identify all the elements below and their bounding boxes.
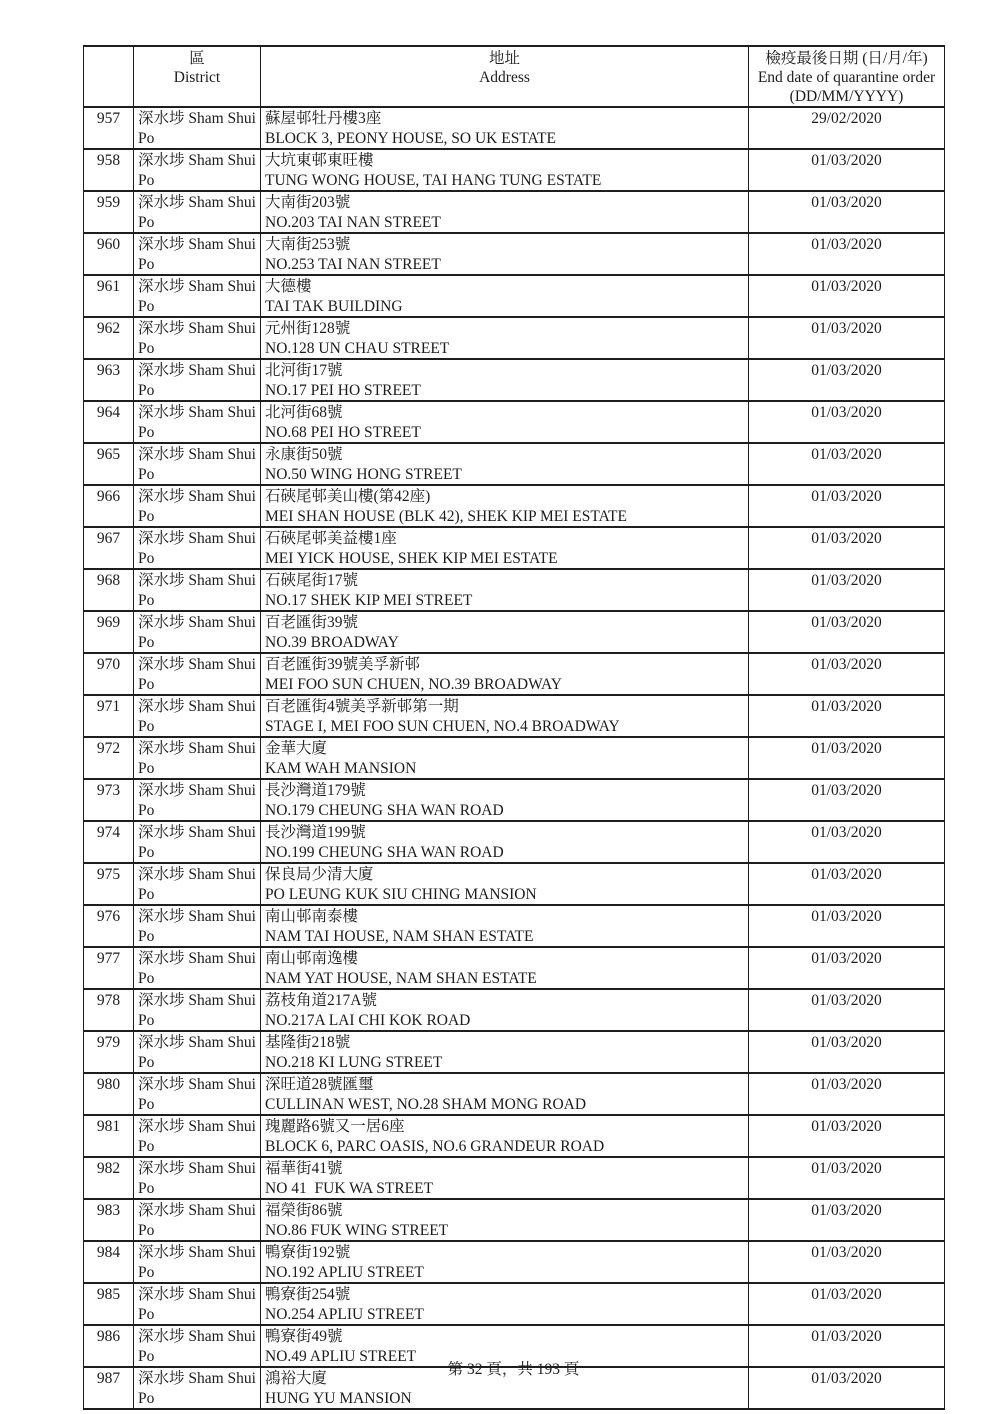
- row-date: 01/03/2020: [749, 863, 945, 905]
- table-row: [84, 611, 945, 653]
- row-address: [261, 275, 749, 317]
- table-row: [84, 947, 945, 989]
- row-address-zh: 保良局少清大廈: [265, 866, 374, 883]
- row-address-zh: 大南街253號: [265, 236, 351, 253]
- row-address-zh: 北河街17號: [265, 362, 343, 379]
- row-address-en: BLOCK 6, PARC OASIS, NO.6 GRANDEUR ROAD: [265, 1137, 605, 1155]
- row-address-zh: 百老匯街4號美孚新邨第一期: [265, 698, 459, 715]
- row-address: [261, 989, 749, 1031]
- row-address-zh: 福華街41號: [265, 1160, 343, 1177]
- row-address: [261, 947, 749, 989]
- row-number: 979: [84, 1031, 134, 1073]
- row-address: [261, 317, 749, 359]
- row-date: 01/03/2020: [749, 1241, 945, 1283]
- row-number: 981: [84, 1115, 134, 1157]
- row-date: 01/03/2020: [749, 1115, 945, 1157]
- row-number: 987: [84, 1367, 134, 1409]
- row-address-en: NO.179 CHEUNG SHA WAN ROAD: [265, 801, 504, 819]
- header-number-blank: [84, 46, 134, 107]
- row-address-zh: 深旺道28號匯璽: [265, 1076, 374, 1093]
- row-district: 深水埗 Sham Shui Po: [134, 905, 261, 947]
- row-date: 01/03/2020: [749, 359, 945, 401]
- header-address: [261, 46, 749, 107]
- row-address-zh: 荔枝角道217A號: [265, 992, 377, 1009]
- header-row: [84, 46, 945, 107]
- row-district: 深水埗 Sham Shui Po: [134, 1283, 261, 1325]
- row-district: 深水埗 Sham Shui Po: [134, 569, 261, 611]
- row-district: 深水埗 Sham Shui Po: [134, 1199, 261, 1241]
- row-address-en: NO.128 UN CHAU STREET: [265, 339, 450, 357]
- row-date: 01/03/2020: [749, 737, 945, 779]
- table-row: [84, 317, 945, 359]
- row-address: [261, 233, 749, 275]
- row-address-en: PO LEUNG KUK SIU CHING MANSION: [265, 885, 537, 903]
- row-address: [261, 695, 749, 737]
- row-address-zh: 金華大廈: [265, 740, 328, 757]
- table-row: [84, 107, 945, 149]
- row-number: 985: [84, 1283, 134, 1325]
- table-row: [84, 275, 945, 317]
- row-district: 深水埗 Sham Shui Po: [134, 1241, 261, 1283]
- table-row: [84, 1157, 945, 1199]
- row-address: [261, 1199, 749, 1241]
- row-address: [261, 1031, 749, 1073]
- row-date: 01/03/2020: [749, 233, 945, 275]
- table-row: [84, 191, 945, 233]
- row-address: [261, 359, 749, 401]
- row-date: 01/03/2020: [749, 905, 945, 947]
- table-row: [84, 1241, 945, 1283]
- row-address: [261, 653, 749, 695]
- row-date: 01/03/2020: [749, 821, 945, 863]
- row-address-zh: 北河街68號: [265, 404, 343, 421]
- row-district: 深水埗 Sham Shui Po: [134, 443, 261, 485]
- header-district-en: District: [173, 69, 221, 86]
- row-date: 01/03/2020: [749, 1157, 945, 1199]
- row-date: 01/03/2020: [749, 1283, 945, 1325]
- row-number: 959: [84, 191, 134, 233]
- row-district: 深水埗 Sham Shui Po: [134, 149, 261, 191]
- row-date: 01/03/2020: [749, 149, 945, 191]
- row-address: [261, 1115, 749, 1157]
- row-district: 深水埗 Sham Shui Po: [134, 947, 261, 989]
- row-district: 深水埗 Sham Shui Po: [134, 485, 261, 527]
- row-number: 977: [84, 947, 134, 989]
- row-address: [261, 401, 749, 443]
- row-address: [261, 779, 749, 821]
- row-number: 971: [84, 695, 134, 737]
- row-date: 01/03/2020: [749, 1325, 945, 1367]
- row-address: [261, 149, 749, 191]
- row-number: 980: [84, 1073, 134, 1115]
- row-address-en: NO.39 BROADWAY: [265, 633, 399, 651]
- row-date: 01/03/2020: [749, 1199, 945, 1241]
- row-address-en: NO.68 PEI HO STREET: [265, 423, 421, 441]
- row-address-en: NO.49 APLIU STREET: [265, 1347, 417, 1365]
- row-district: 深水埗 Sham Shui Po: [134, 1073, 261, 1115]
- row-date: 01/03/2020: [749, 569, 945, 611]
- row-address-zh: 長沙灣道179號: [265, 782, 366, 799]
- row-number: 967: [84, 527, 134, 569]
- row-date: 01/03/2020: [749, 1073, 945, 1115]
- row-address: [261, 191, 749, 233]
- row-address-zh: 大坑東邨東旺樓: [265, 152, 374, 169]
- row-address-zh: 南山邨南泰樓: [265, 908, 359, 925]
- table-row: [84, 359, 945, 401]
- row-date: 01/03/2020: [749, 947, 945, 989]
- header-address-zh: 地址: [488, 50, 520, 67]
- row-date: 01/03/2020: [749, 527, 945, 569]
- row-address-zh: 百老匯街39號美孚新邨: [265, 656, 421, 673]
- table-row: [84, 443, 945, 485]
- row-date: 01/03/2020: [749, 1031, 945, 1073]
- row-address-zh: 鴨寮街254號: [265, 1286, 351, 1303]
- row-address-en: NO.86 FUK WING STREET: [265, 1221, 449, 1239]
- row-district: 深水埗 Sham Shui Po: [134, 653, 261, 695]
- row-address-en: CULLINAN WEST, NO.28 SHAM MONG ROAD: [265, 1095, 587, 1113]
- table-row: [84, 1199, 945, 1241]
- row-number: 984: [84, 1241, 134, 1283]
- row-address-en: NO.17 SHEK KIP MEI STREET: [265, 591, 473, 609]
- header-date: [749, 46, 945, 107]
- row-address-en: NO.218 KI LUNG STREET: [265, 1053, 443, 1071]
- row-date: 01/03/2020: [749, 401, 945, 443]
- table-row: [84, 737, 945, 779]
- row-number: 969: [84, 611, 134, 653]
- row-address: [261, 1283, 749, 1325]
- row-address-en: NAM TAI HOUSE, NAM SHAN ESTATE: [265, 927, 534, 945]
- row-district: 深水埗 Sham Shui Po: [134, 695, 261, 737]
- row-address-zh: 大德樓: [265, 278, 312, 295]
- row-district: 深水埗 Sham Shui Po: [134, 863, 261, 905]
- row-district: 深水埗 Sham Shui Po: [134, 737, 261, 779]
- row-number: 972: [84, 737, 134, 779]
- row-address: [261, 107, 749, 149]
- row-address-en: MEI FOO SUN CHUEN, NO.39 BROADWAY: [265, 675, 562, 693]
- row-district: 深水埗 Sham Shui Po: [134, 1325, 261, 1367]
- table-row: [84, 863, 945, 905]
- row-date: 01/03/2020: [749, 485, 945, 527]
- table-header: [84, 46, 945, 107]
- row-district: 深水埗 Sham Shui Po: [134, 1367, 261, 1409]
- row-address-en: NO.253 TAI NAN STREET: [265, 255, 441, 273]
- row-address-en: NO.199 CHEUNG SHA WAN ROAD: [265, 843, 504, 861]
- row-address: [261, 905, 749, 947]
- table-row: [84, 1115, 945, 1157]
- row-number: 960: [84, 233, 134, 275]
- row-address-zh: 鴻裕大廈: [265, 1370, 328, 1387]
- table-row: [84, 569, 945, 611]
- row-district: 深水埗 Sham Shui Po: [134, 107, 261, 149]
- row-address: [261, 569, 749, 611]
- row-address-zh: 鴨寮街49號: [265, 1328, 343, 1345]
- row-number: 965: [84, 443, 134, 485]
- header-date-format: (DD/MM/YYYY): [789, 88, 904, 105]
- row-date: 29/02/2020: [749, 107, 945, 149]
- table-row: [84, 401, 945, 443]
- row-address-zh: 石硤尾邨美山樓(第42座): [265, 488, 431, 505]
- row-address-en: NO.254 APLIU STREET: [265, 1305, 424, 1323]
- row-date: 01/03/2020: [749, 191, 945, 233]
- row-address-en: NO.203 TAI NAN STREET: [265, 213, 441, 231]
- table-row: [84, 653, 945, 695]
- row-address: [261, 863, 749, 905]
- row-address: [261, 1241, 749, 1283]
- row-number: 961: [84, 275, 134, 317]
- row-address-zh: 元州街128號: [265, 320, 351, 337]
- row-address-en: NO.50 WING HONG STREET: [265, 465, 462, 483]
- header-district: [134, 46, 261, 107]
- row-address-zh: 石硤尾街17號: [265, 572, 359, 589]
- row-date: 01/03/2020: [749, 317, 945, 359]
- row-address-zh: 大南街203號: [265, 194, 351, 211]
- row-address-en: NO.192 APLIU STREET: [265, 1263, 424, 1281]
- table-row: [84, 485, 945, 527]
- row-address-en: MEI SHAN HOUSE (BLK 42), SHEK KIP MEI ESTATE: [265, 507, 627, 525]
- row-address-en: NO.217A LAI CHI KOK ROAD: [265, 1011, 471, 1029]
- row-date: 01/03/2020: [749, 653, 945, 695]
- row-address-zh: 石硤尾邨美益樓1座: [265, 530, 397, 547]
- row-district: 深水埗 Sham Shui Po: [134, 821, 261, 863]
- row-address-zh: 基隆街218號: [265, 1034, 351, 1051]
- row-number: 966: [84, 485, 134, 527]
- table-body: [84, 107, 945, 1409]
- header-date-zh: 檢疫最後日期 (日/月/年): [765, 50, 928, 67]
- table-row: [84, 527, 945, 569]
- row-number: 978: [84, 989, 134, 1031]
- row-district: 深水埗 Sham Shui Po: [134, 1115, 261, 1157]
- row-district: 深水埗 Sham Shui Po: [134, 233, 261, 275]
- table-row: [84, 1073, 945, 1115]
- row-district: 深水埗 Sham Shui Po: [134, 191, 261, 233]
- row-district: 深水埗 Sham Shui Po: [134, 401, 261, 443]
- row-number: 983: [84, 1199, 134, 1241]
- row-date: 01/03/2020: [749, 611, 945, 653]
- row-address-zh: 鴨寮街192號: [265, 1244, 351, 1261]
- row-address-zh: 瑰麗路6號又一居6座: [265, 1118, 405, 1135]
- row-district: 深水埗 Sham Shui Po: [134, 611, 261, 653]
- row-date: 01/03/2020: [749, 275, 945, 317]
- row-address: [261, 737, 749, 779]
- row-address-zh: 南山邨南逸樓: [265, 950, 359, 967]
- row-district: 深水埗 Sham Shui Po: [134, 317, 261, 359]
- table-row: [84, 905, 945, 947]
- row-date: 01/03/2020: [749, 1367, 945, 1409]
- row-number: 968: [84, 569, 134, 611]
- row-address: [261, 1157, 749, 1199]
- quarantine-table: [83, 45, 945, 1410]
- row-address-en: HUNG YU MANSION: [265, 1389, 412, 1407]
- row-address-zh: 長沙灣道199號: [265, 824, 366, 841]
- table-row: [84, 821, 945, 863]
- row-address: [261, 821, 749, 863]
- row-number: 962: [84, 317, 134, 359]
- row-address-en: TUNG WONG HOUSE, TAI HANG TUNG ESTATE: [265, 171, 602, 189]
- row-district: 深水埗 Sham Shui Po: [134, 1157, 261, 1199]
- row-number: 973: [84, 779, 134, 821]
- row-address-en: NO 41 FUK WA STREET: [265, 1179, 434, 1197]
- row-address: [261, 443, 749, 485]
- row-address: [261, 527, 749, 569]
- row-number: 970: [84, 653, 134, 695]
- row-address-zh: 百老匯街39號: [265, 614, 359, 631]
- row-address: [261, 485, 749, 527]
- header-date-en: End date of quarantine order: [757, 69, 936, 86]
- row-address-en: NO.17 PEI HO STREET: [265, 381, 421, 399]
- row-date: 01/03/2020: [749, 695, 945, 737]
- table-row: [84, 233, 945, 275]
- row-address-en: KAM WAH MANSION: [265, 759, 417, 777]
- row-number: 964: [84, 401, 134, 443]
- row-address-zh: 福榮街86號: [265, 1202, 343, 1219]
- row-address-en: MEI YICK HOUSE, SHEK KIP MEI ESTATE: [265, 549, 558, 567]
- row-district: 深水埗 Sham Shui Po: [134, 1031, 261, 1073]
- row-district: 深水埗 Sham Shui Po: [134, 779, 261, 821]
- row-address-zh: 蘇屋邨牡丹樓3座: [265, 110, 382, 127]
- row-date: 01/03/2020: [749, 443, 945, 485]
- row-district: 深水埗 Sham Shui Po: [134, 275, 261, 317]
- row-district: 深水埗 Sham Shui Po: [134, 359, 261, 401]
- row-address-en: NAM YAT HOUSE, NAM SHAN ESTATE: [265, 969, 537, 987]
- row-number: 982: [84, 1157, 134, 1199]
- row-address-en: TAI TAK BUILDING: [265, 297, 403, 315]
- table-row: [84, 149, 945, 191]
- row-date: 01/03/2020: [749, 989, 945, 1031]
- table-row: [84, 1031, 945, 1073]
- table-row: [84, 989, 945, 1031]
- header-address-en: Address: [479, 69, 530, 86]
- row-address: [261, 611, 749, 653]
- row-number: 974: [84, 821, 134, 863]
- row-number: 963: [84, 359, 134, 401]
- row-number: 957: [84, 107, 134, 149]
- row-date: 01/03/2020: [749, 779, 945, 821]
- page-number-footer: 第 32 頁，共 193 頁: [447, 1361, 580, 1378]
- row-address-en: STAGE I, MEI FOO SUN CHUEN, NO.4 BROADWAY: [265, 717, 620, 735]
- row-address-zh: 永康街50號: [265, 446, 343, 463]
- row-district: 深水埗 Sham Shui Po: [134, 527, 261, 569]
- table-row: [84, 779, 945, 821]
- row-number: 976: [84, 905, 134, 947]
- table-row: [84, 1283, 945, 1325]
- row-number: 986: [84, 1325, 134, 1367]
- row-number: 958: [84, 149, 134, 191]
- row-address-en: BLOCK 3, PEONY HOUSE, SO UK ESTATE: [265, 129, 556, 147]
- table-row: [84, 695, 945, 737]
- row-number: 975: [84, 863, 134, 905]
- header-district-zh: 區: [189, 50, 205, 67]
- row-address: [261, 1073, 749, 1115]
- row-district: 深水埗 Sham Shui Po: [134, 989, 261, 1031]
